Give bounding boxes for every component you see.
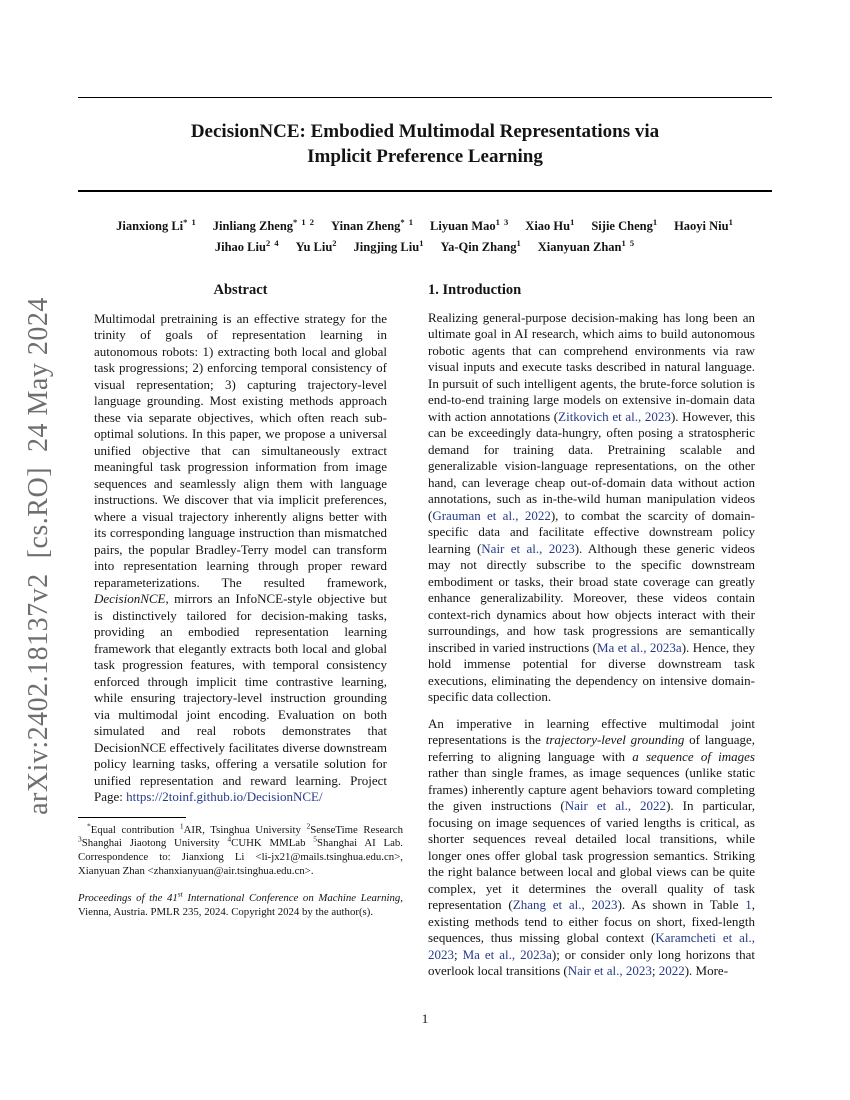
author-name: Yinan Zheng$^{* 1}$ xyxy=(331,216,415,233)
author-line-1 xyxy=(58,216,792,237)
citation-link[interactable]: 2022 xyxy=(658,963,685,978)
author-name: Yu Liu$^2$ xyxy=(295,237,338,254)
intro-paragraph-2: An imperative in learning effective multimodal joint representations is the trajectory-level grounding of language, referring to aligning language with a sequence of images rather than single frames, as image sequences (unlike static frames) inherently capture agent behaviors toward completing the given instructions (Nair et al., 2022). In particular, focusing on image sequences of varied lengths is critical, as shorter sequences reveal detailed local transitions, while longer ones offer global task progression semantics. Striking the right balance between local and global views can be quite complex, yet it determines the overall quality of task representation (Zhang et al., 2023). As shown in Table 1, existing methods tend to either focus on short, fixed-length sequences, thus missing global context (Karamcheti et al., 2023; Ma et al., 2023a); or consider only long horizons that overlook local transitions (Nair et al., 2023; 2022). More- xyxy=(428,715,756,978)
arxiv-watermark: arXiv:2402.18137v2 [cs.RO] 24 May 2024 xyxy=(23,297,54,815)
author-name: Liyuan Mao$^{1 3}$ xyxy=(430,216,510,233)
paper-title-line-1: DecisionNCE: Embodied Multimodal Representations via xyxy=(190,121,660,142)
abstract-text: Multimodal pretraining is an effective strategy for the trinity of goals of representation learning in autonomous robots: 1) extracting both local and global task progressions; 2) enforcing temporal consistency of visual representation; 3) capturing trajectory-level language grounding. Most existing methods approach these via separate objectives, which often reach sub-optimal solutions. In this paper, we propose a universal unified objective that can simultaneously extract meaningful task progression information from image sequences and seamlessly align them with language instructions. We discover that via implicit preferences, where a visual trajectory inherently aligns better with its corresponding language instruction than mismatched pairs, the popular Bradley-Terry model can transform into representation learning through proper reward reparameterizations. The resulted framework, DecisionNCE, mirrors an InfoNCE-style objective but is distinctively tailored for decision-making tasks, providing an embodied representation learning framework that elegantly extracts both local and global task progression features, with temporal consistency enforced through implicit time contrastive learning, while ensuring trajectory-level instruction grounding via multimodal joint encoding. Evaluation on both simulated and real robots demonstrates that DecisionNCE effectively facilitates diverse downstream policy learning tasks, offering a versatile solution for unified representation and reward learning. Project Page: https://2toinf.github.io/DecisionNCE/ xyxy=(94,310,387,804)
citation-link[interactable]: 1 xyxy=(745,897,752,912)
page-number: 1 xyxy=(421,1011,429,1026)
author-name: Haoyi Niu$^1$ xyxy=(674,216,734,233)
author-name: Jinliang Zheng$^{* 1 2}$ xyxy=(212,216,316,233)
author-name: Xiao Hu$^1$ xyxy=(525,216,576,233)
abstract-heading: Abstract xyxy=(213,282,268,298)
author-name: Sijie Cheng$^1$ xyxy=(591,216,659,233)
author-name: Xianyuan Zhan$^{1 5}$ xyxy=(537,237,636,254)
author-name: Jihao Liu$^{2 4}$ xyxy=(214,237,280,254)
right-column xyxy=(428,282,755,990)
project-url-link[interactable]: https://2toinf.github.io/DecisionNCE/ xyxy=(126,789,323,804)
author-name: Jingjing Liu$^1$ xyxy=(353,237,425,254)
title-rule-bottom xyxy=(78,190,772,192)
title-rule-top xyxy=(78,97,772,98)
footnote-proceedings: Proceedings of the 41st International Conference on Machine Learning, Vienna, Austria. PMLR 235, 2024. Copyright 2024 by the author(s). xyxy=(78,889,403,919)
author-block xyxy=(58,216,792,258)
footnote-rule xyxy=(78,817,186,818)
citation-link[interactable]: Nair et al., 2022 xyxy=(564,798,667,813)
author-name: Ya-Qin Zhang$^1$ xyxy=(440,237,522,254)
citation-link[interactable]: Nair et al., 2023 xyxy=(567,963,652,978)
citation-link[interactable]: Karamcheti et al., 2023 xyxy=(428,930,755,962)
citation-link[interactable]: Ma et al., 2023a xyxy=(462,946,552,962)
citation-link[interactable]: Zhang et al., 2023 xyxy=(512,897,618,912)
citation-link[interactable]: Zitkovich et al., 2023 xyxy=(558,408,671,424)
paper-title-line-2: Implicit Preference Learning xyxy=(307,146,543,167)
citation-link[interactable]: Ma et al., 2023a xyxy=(597,639,682,655)
paper-title xyxy=(78,119,772,169)
citation-link[interactable]: Grauman et al., 2022 xyxy=(432,507,551,523)
footnote-equal-contribution: *Equal contribution $^1$AIR, Tsinghua University $^2$SenseTime Research $^3$Shanghai Jiaotong University $^4$CUHK MMLab $^5$Shanghai AI Lab. Correspondence to: Jianxiong Li <li-jx21@mails.tsinghua.edu.cn>, Xianyuan Zhan <zhanxianyuan@air.tsinghua.edu.cn>. xyxy=(78,820,403,878)
author-line-2 xyxy=(58,237,792,258)
intro-paragraph-1: Realizing general-purpose decision-making has long been an ultimate goal in AI research, which aims to build autonomous robotic agents that can comprehend environments via raw visual inputs and execute tasks described in natural language. In pursuit of such intelligent agents, the brute-force solution is end-to-end training large models on extensive in-domain data with action annotations (Zitkovich et al., 2023). However, this can be exceedingly data-hungry, often posing a stratospheric demand for training data. Pretraining scalable and generalizable vision-language representations, on the other hand, can leverage cheap out-of-domain data without action annotations, such as in-the-wild human manipulation videos (Grauman et al., 2022), to combat the scarcity of domain-specific data and facilitate effective downstream policy learning (Nair et al., 2023). Although these generic videos may not directly subscribe to the specific downstream embodiment or tasks, their broad state coverage can greatly enhance generalizability. Moreover, these videos contain context-rich dynamics about how objects interact with their surroundings, and how task progressions are semantically inscribed in varied instructions (Ma et al., 2023a). Hence, they hold immense potential for diverse downstream task executions, eliminating the dependency on intensive domain-specific data collection. xyxy=(428,309,755,704)
section-heading-introduction: 1. Introduction xyxy=(428,282,522,298)
left-column xyxy=(78,282,403,933)
author-name: Jianxiong Li$^{* 1}$ xyxy=(116,216,197,233)
citation-link[interactable]: Nair et al., 2023 xyxy=(481,540,575,556)
